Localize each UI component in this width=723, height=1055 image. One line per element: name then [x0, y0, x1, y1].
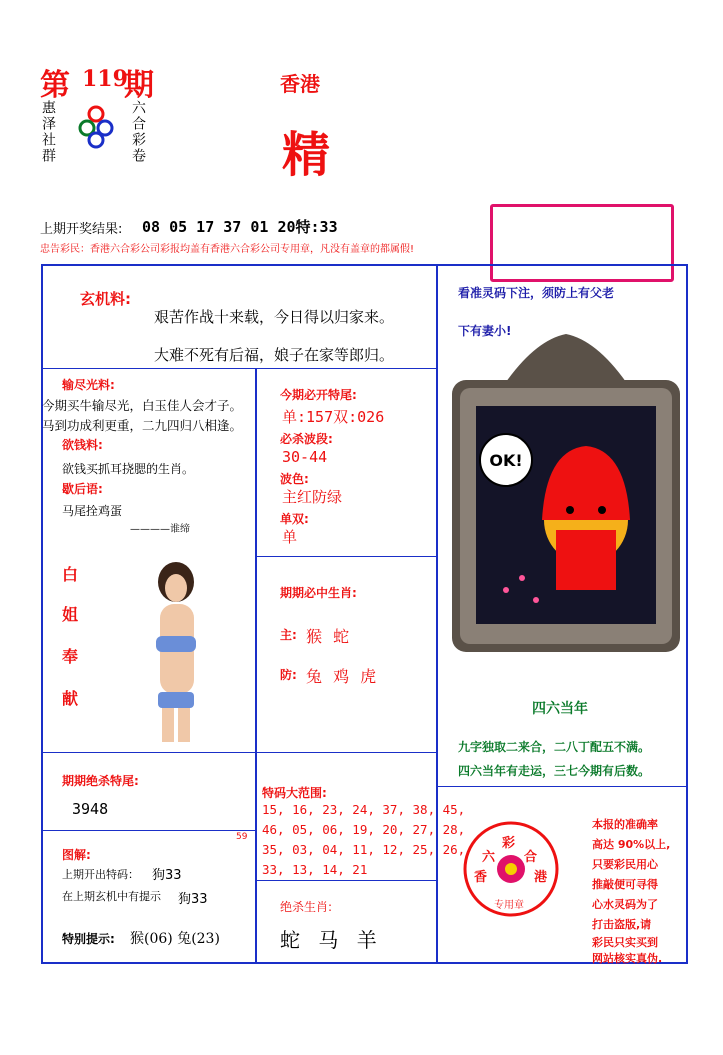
tujie-line2-value: 狗33: [178, 892, 208, 907]
results-label: 上期开奖结果:: [40, 222, 123, 237]
range-line1: 15, 16, 23, 24, 37, 38, 45,: [262, 802, 466, 817]
blank-label-box: [490, 204, 674, 282]
tip-label: 特别提示:: [62, 932, 115, 946]
oddeven-value: 单: [282, 528, 298, 546]
color-value: 主红防绿: [282, 488, 343, 506]
zodiac-guard-value: 兔 鸡 虎: [306, 667, 380, 686]
title-big: 精: [282, 127, 331, 183]
bai-3: 奉: [62, 647, 79, 666]
warning-text: 忠告彩民：香港六合彩公司彩报均盖有香港六合彩公司专用章，凡没有盖章的都属假!: [40, 244, 415, 255]
accuracy-line1: 本报的准确率: [592, 818, 658, 831]
range-label: 特码大范围:: [262, 786, 327, 800]
seal-right: 合: [524, 850, 538, 865]
logo-icon: [78, 104, 114, 148]
kill-zodiac-label: 绝杀生肖:: [280, 900, 333, 914]
issue-number: 119: [82, 66, 128, 92]
accuracy-line6: 打击盗版,请: [592, 918, 652, 931]
xiehouyu-label: 歇后语:: [62, 482, 103, 496]
accuracy-line3: 只要彩民用心: [592, 858, 658, 871]
shujin-line2: 马到功成利更重，二九四归八相逢。: [42, 418, 243, 433]
right-poem1: 九字独取二来合，二八丁配五不满。: [458, 740, 651, 754]
ornate-frame: [446, 330, 686, 654]
bai-1: 白: [62, 565, 79, 584]
issue-qi: 期: [124, 68, 154, 103]
oddeven-label: 单双:: [280, 512, 309, 526]
tip-value: 猴(06) 兔(23): [130, 931, 220, 947]
publisher-left: 惠泽社群: [40, 100, 56, 164]
right-line1: 看准灵码下注，须防上有父老: [458, 286, 615, 300]
zodiac-guard-label: 防:: [280, 668, 297, 682]
tujie-small-num: 59: [236, 832, 248, 842]
qianliao-text: 欲钱买抓耳挠腮的生肖。: [62, 462, 195, 476]
right-line2: 下有妻小!: [458, 324, 512, 338]
kill-zodiac-value: 蛇 马 羊: [280, 928, 383, 952]
title-top: 香港: [280, 72, 320, 96]
seal-top2: 彩: [502, 836, 516, 851]
seal-bottom: 专用章: [494, 900, 524, 911]
xuanji-label: 玄机料:: [80, 290, 131, 308]
tail-label: 今期必开特尾:: [280, 388, 357, 402]
results-numbers: 08 05 17 37 01 20特:33: [142, 218, 338, 236]
range-line3: 35, 03, 04, 11, 12, 25, 26,: [262, 842, 466, 857]
svg-text:OK!: OK!: [489, 451, 523, 470]
wave-kill-value: 30-44: [282, 448, 328, 466]
tujie-line2-text: 在上期玄机中有提示: [62, 890, 161, 903]
tail-value: 单:157双:026: [282, 408, 385, 426]
color-label: 波色:: [280, 472, 309, 486]
accuracy-line8: 网站核实真伪.: [592, 952, 663, 965]
bai-2: 姐: [62, 605, 79, 624]
accuracy-line2: 高达 90%以上,: [592, 838, 671, 851]
kill-tail-value: 3948: [72, 800, 109, 818]
shujin-label: 输尽光料:: [62, 378, 115, 392]
zodiac-main-label: 主:: [280, 628, 297, 642]
right-poem2: 四六当年有走运，三七今期有后数。: [458, 764, 651, 778]
accuracy-line4: 推敲便可寻得: [592, 878, 658, 891]
xiehouyu-text: 马尾拴鸡蛋: [62, 504, 123, 518]
tujie-label: 图解:: [62, 848, 91, 862]
range-line4: 33, 13, 14, 21: [262, 862, 368, 877]
xuanji-line2: 大难不死有后福，娘子在家等郎归。: [154, 346, 395, 364]
xiehouyu-sign: ————谁缔: [130, 524, 190, 535]
seal-right2: 港: [534, 870, 548, 885]
qianliao-label: 欲钱料:: [62, 438, 103, 452]
right-year: 四六当年: [532, 701, 588, 717]
xuanji-line1: 艰苦作战十来载，今日得以归家来。: [154, 308, 395, 326]
seal-top: 六: [482, 850, 496, 865]
shujin-line1: 今期买牛输尽光，白玉佳人会才子。: [42, 398, 243, 413]
seal-left: 香: [474, 870, 488, 885]
publisher-right: 六合彩卷: [130, 100, 146, 164]
range-line2: 46, 05, 06, 19, 20, 27, 28,: [262, 822, 466, 837]
issue-di: 第: [40, 68, 70, 103]
zodiac-main-value: 猴 蛇: [306, 627, 353, 646]
accuracy-line7: 彩民只实买到: [592, 936, 658, 949]
accuracy-line5: 心水灵码为了: [592, 898, 658, 911]
zodiac-label: 期期必中生肖:: [280, 586, 357, 600]
wave-kill-label: 必杀波段:: [280, 432, 333, 446]
kill-tail-label: 期期绝杀特尾:: [62, 774, 139, 788]
tujie-line1-text: 上期开出特码：: [62, 868, 139, 881]
bai-4: 献: [62, 689, 79, 708]
tujie-line1-value: 狗33: [152, 868, 182, 883]
model-photo: [120, 560, 212, 742]
